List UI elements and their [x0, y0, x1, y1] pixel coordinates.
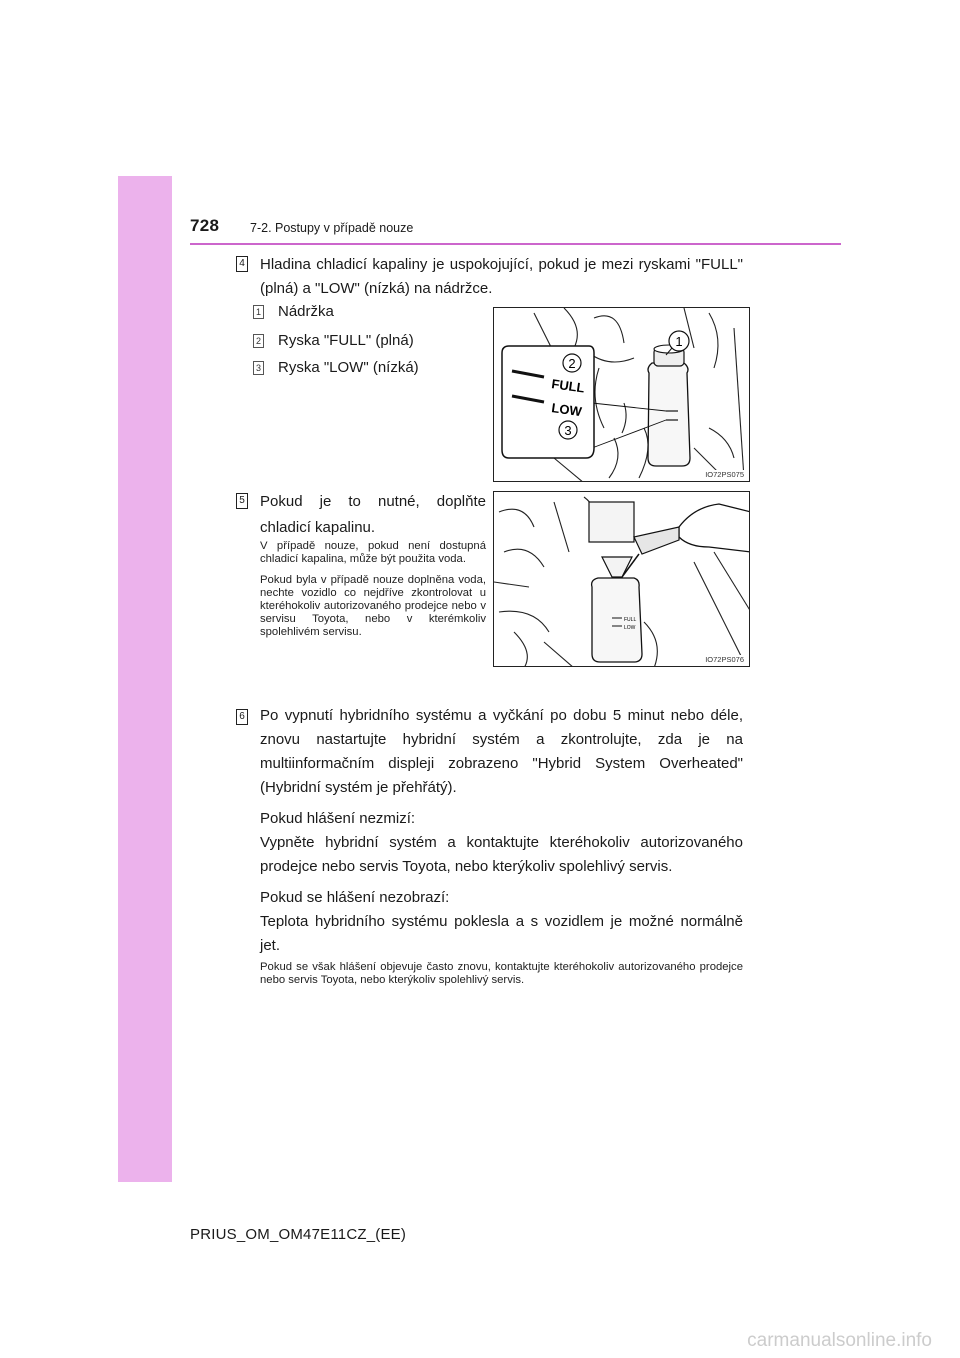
- step-6-note: [260, 961, 743, 995]
- step-4-badge: 4: [236, 256, 248, 272]
- callout-3: 3: [564, 423, 572, 438]
- refill-full-mark: FULL: [624, 617, 637, 623]
- site-watermark: carmanualsonline.info: [747, 1330, 932, 1351]
- item-1-badge: 1: [253, 305, 264, 319]
- step-5-note-2: Pokud byla v případě nouze doplněna voda, nechte vozidlo co nejdříve zkontrolovat u kteréhokoliv autorizovaného prodejce nebo v servisu Toyota, nebo v kterémkoliv spolehlivém servisu.: [260, 574, 486, 638]
- callout-1: 1: [675, 334, 683, 349]
- step-6-paragraph: Po vypnutí hybridního systému a vyčkání po dobu 5 minut nebo déle, znovu nastartujte hybridní systém a zkontrolujte, zda je na multiinformačním displeji zobrazeno "Hybrid System Overheated" (Hybridní systém je přehřátý).: [260, 707, 743, 796]
- reservoir-illustration: [494, 308, 750, 482]
- figure-code: IO72PS075: [705, 470, 744, 479]
- header-rule: [190, 243, 841, 245]
- case-1-title: Pokud hlášení nezmizí:: [260, 810, 416, 827]
- item-1-label: Nádržka: [278, 303, 334, 320]
- case-2-text: Teplota hybridního systému poklesla a s vozidlem je možné normálně jet.: [260, 913, 743, 954]
- page-number: 728: [190, 216, 220, 235]
- case-1-text: Vypněte hybridní systém a kontaktujte kteréhokoliv autorizovaného prodejce nebo servis Toyota, nebo kterýkoliv spolehlivý servis.: [260, 834, 743, 875]
- section-title: 7-2. Postupy v případě nouze: [250, 221, 414, 235]
- step-4-paragraph: Hladina chladicí kapaliny je uspokojující, pokud je mezi ryskami "FULL" (plná) a "LOW" (nízká) na nádržce.: [260, 256, 743, 297]
- page-header: [190, 216, 840, 242]
- step-4-text: [260, 253, 743, 301]
- refill-illustration: [494, 492, 750, 667]
- step-6-badge: 6: [236, 709, 248, 725]
- full-mark-label: FULL: [550, 376, 586, 396]
- callout-2: 2: [568, 356, 576, 371]
- step-5-text: [260, 489, 486, 541]
- low-mark-label: LOW: [550, 400, 583, 420]
- step-5-notes: [260, 540, 486, 647]
- figure-coolant-reservoir: [493, 307, 750, 482]
- step-6-note-text: Pokud se však hlášení objevuje často znovu, kontaktujte kteréhokoliv autorizovaného prodejce nebo servis Toyota, nebo kterýkoliv spolehlivý servis.: [260, 961, 743, 986]
- figure-refill-coolant: [493, 491, 750, 667]
- document-code: PRIUS_OM_OM47E11CZ_(EE): [190, 1226, 407, 1243]
- chapter-side-tab: [118, 176, 172, 1182]
- item-2-label: Ryska "FULL" (plná): [278, 332, 414, 349]
- step-6-text: [260, 704, 743, 958]
- item-3-badge: 3: [253, 361, 264, 375]
- case-2-title: Pokud se hlášení nezobrazí:: [260, 889, 450, 906]
- item-3-label: Ryska "LOW" (nízká): [278, 359, 419, 376]
- step-5-paragraph: Pokud je to nutné, doplňte chladicí kapalinu.: [260, 493, 486, 536]
- step-5-badge: 5: [236, 493, 248, 509]
- refill-low-mark: LOW: [624, 625, 636, 631]
- figure-code: IO72PS076: [705, 655, 744, 664]
- item-2-badge: 2: [253, 334, 264, 348]
- step-5-note-1: V případě nouze, pokud není dostupná chladicí kapalina, může být použita voda.: [260, 540, 486, 565]
